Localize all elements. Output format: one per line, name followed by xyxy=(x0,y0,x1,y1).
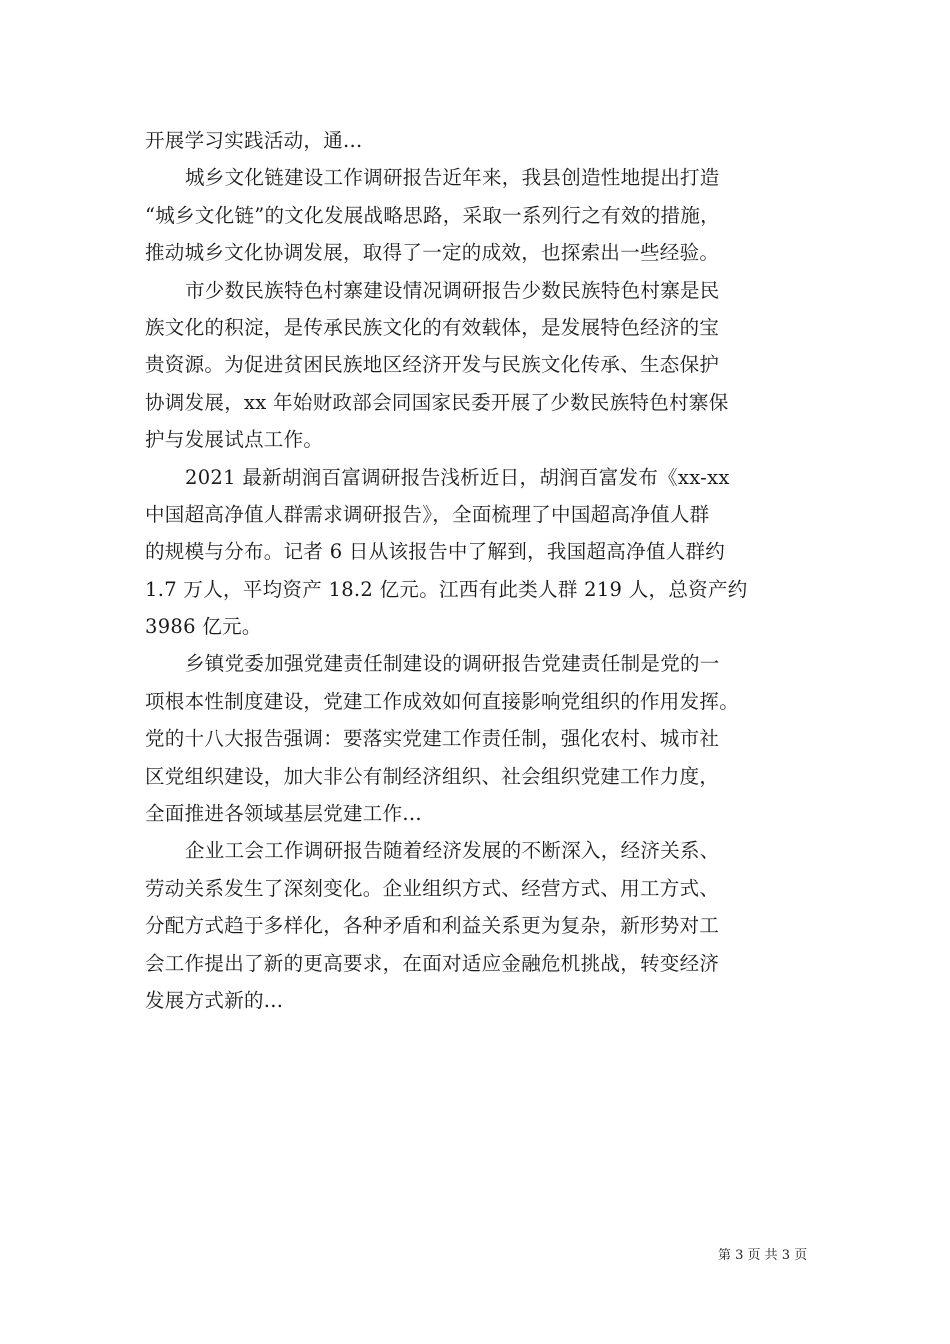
text-line: 族文化的积淀，是传承民族文化的有效载体，是发展特色经济的宝 xyxy=(145,315,720,339)
text-line: 劳动关系发生了深刻变化。企业组织方式、经营方式、用工方式、 xyxy=(145,876,720,900)
text-line: 的规模与分布。记者 6 日从该报告中了解到，我国超高净值人群约 xyxy=(145,540,726,564)
text-line: 会工作提出了新的更高要求，在面对适应金融危机挑战，转变经济 xyxy=(145,951,720,975)
page-number-footer: 第 3 页 共 3 页 xyxy=(718,1248,808,1263)
text-line: 乡镇党委加强党建责任制建设的调研报告党建责任制是党的一 xyxy=(185,652,720,676)
text-line: 护与发展试点工作。 xyxy=(145,428,324,452)
text-line: “城乡文化链”的文化发展战略思路，采取一系列行之有效的措施， xyxy=(145,203,720,227)
text-line: 分配方式趋于多样化，各种矛盾和利益关系更为复杂，新形势对工 xyxy=(145,914,720,938)
paragraph xyxy=(145,832,815,1019)
text-line: 区党组织建设，加大非公有制经济组织、社会组织党建工作力度， xyxy=(145,764,720,788)
text-line: 企业工会工作调研报告随着经济发展的不断深入，经济关系、 xyxy=(185,839,720,863)
text-line: 党的十八大报告强调：要落实党建工作责任制，强化农村、城市社 xyxy=(145,727,720,751)
paragraph xyxy=(145,459,815,646)
text-line: 推动城乡文化协调发展，取得了一定的成效，也探索出一些经验。 xyxy=(145,241,720,265)
paragraph xyxy=(145,645,815,832)
paragraph xyxy=(145,159,815,271)
text-line: 市少数民族特色村寨建设情况调研报告少数民族特色村寨是民 xyxy=(185,278,720,302)
text-line: 2021 最新胡润百富调研报告浅析近日，胡润百富发布《xx-xx xyxy=(185,465,730,489)
paragraph xyxy=(145,272,815,459)
text-line: 项根本性制度建设，党建工作成效如何直接影响党组织的作用发挥。 xyxy=(145,689,740,713)
text-line: 协调发展，xx 年始财政部会同国家民委开展了少数民族特色村寨保 xyxy=(145,390,729,414)
text-line: 贵资源。为促进贫困民族地区经济开发与民族文化传承、生态保护 xyxy=(145,353,720,377)
document-body xyxy=(145,122,815,1019)
text-line: 开展学习实践活动，通... xyxy=(145,129,363,152)
text-line: 1.7 万人，平均资产 18.2 亿元。江西有此类人群 219 人，总资产约 xyxy=(145,577,748,601)
text-line: 城乡文化链建设工作调研报告近年来，我县创造性地提出打造 xyxy=(185,166,720,190)
text-line: 全面推进各领域基层党建工作... xyxy=(145,802,422,826)
text-line: 3986 亿元。 xyxy=(145,615,262,639)
text-line: 中国超高净值人群需求调研报告》，全面梳理了中国超高净值人群 xyxy=(145,502,710,526)
paragraph xyxy=(145,122,815,159)
text-line: 发展方式新的... xyxy=(145,988,284,1012)
